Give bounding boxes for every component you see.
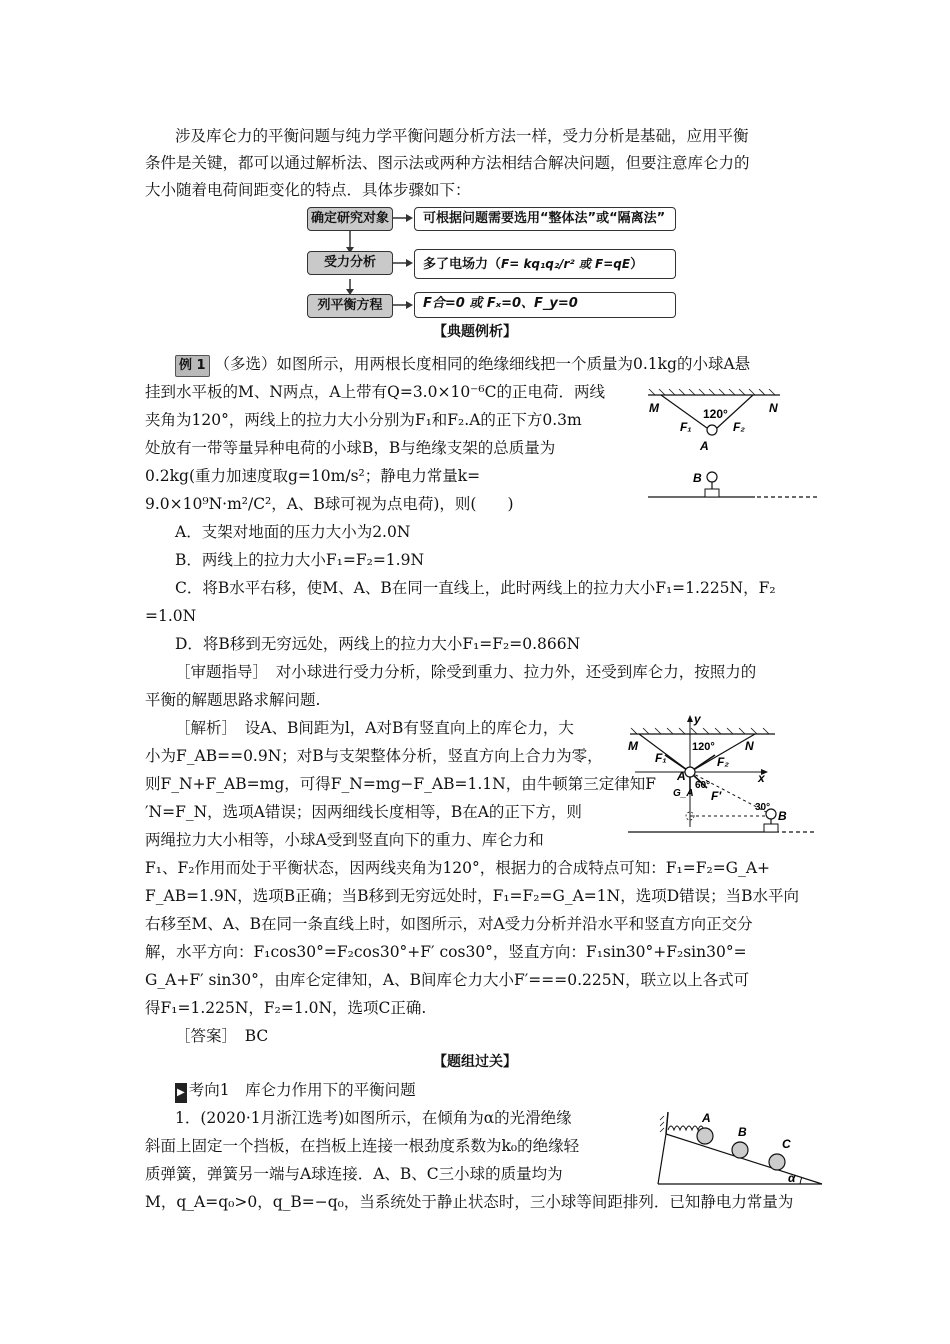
fig2-label-m: M — [628, 739, 638, 753]
analysis-line-2: 小为F_AB==0.9N；对B与支架整体分析，竖直方向上合力为零， — [145, 747, 603, 765]
option-c-line-2: =1.0N — [145, 607, 197, 625]
fig2-label-f1: F₁ — [655, 751, 667, 765]
fig2-label-ga: G_A — [673, 788, 694, 799]
analysis-line-8: 右移至M、A、B在同一条直线上时，如图所示，对A受力分析并沿水平和竖直方向正交分 — [145, 915, 753, 933]
figure-force-analysis — [625, 712, 815, 840]
analysis-line-7: F_AB=1.9N，选项B正确；当B移到无穷远处时，F₁=F₂=G_A=1N，选项D错误；当B水平向 — [145, 887, 800, 905]
fig3-label-alpha: α — [788, 1171, 796, 1185]
fig3-label-c: C — [782, 1137, 791, 1151]
flow-step-3: 列平衡方程 — [307, 294, 393, 318]
topic-label: 考向1 库仑力作用下的平衡问题 — [188, 1081, 416, 1099]
flow-note-2 — [414, 249, 676, 279]
analysis-line-3: 则F_N+F_AB=mg，可得F_N=mg−F_AB=1.1N，由牛顿第三定律知F — [145, 775, 656, 793]
q1-line-2: 斜面上固定一个挡板，在挡板上连接一根劲度系数为k₀的绝缘轻 — [145, 1137, 580, 1155]
q1-line-4: M，q_A=q₀>0，q_B=−q₀，当系统处于静止状态时，三小球等间距排列．已知静电力常量为 — [145, 1193, 794, 1211]
analysis-line-10: G_A+F′ sin30°，由库仑定律知，A、B间库仑力大小F′===0.225N，联立以上各式可 — [145, 971, 750, 989]
option-a: A．支架对地面的压力大小为2.0N — [175, 523, 411, 541]
option-d: D．将B移到无穷远处，两线上的拉力大小F₁=F₂=0.866N — [175, 635, 581, 653]
fig2-label-b: B — [778, 809, 787, 823]
option-c-line-1: C．将B水平右移，使M、A、B在同一直线上，此时两线上的拉力大小F₁=1.225N，F₂ — [175, 579, 776, 597]
fig2-label-n: N — [745, 739, 754, 753]
fig2-label-f2: F₂ — [717, 755, 729, 769]
analysis-line-5: 两绳拉力大小相等，小球A受到竖直向下的重力、库仑力和 — [145, 831, 544, 849]
fig1-label-angle: 120° — [703, 407, 728, 421]
flow-step-1: 确定研究对象 — [307, 207, 393, 231]
fig2-label-x: x — [758, 771, 765, 785]
heading-group: 【题组过关】 — [433, 1054, 517, 1070]
flow-note-2-formula: F= kq₁q₂/r² 或 F=qE — [501, 257, 631, 271]
flow-note-2-prefix: 多了电场力（ — [423, 257, 502, 272]
play-icon: ▶ — [175, 1083, 187, 1103]
analysis-line-1: ［解析］ 设A、B间距为l，A对B有竖直向上的库仑力，大 — [175, 719, 574, 737]
answer: ［答案］ BC — [175, 1027, 269, 1045]
fig1-label-a: A — [700, 439, 709, 453]
q1-line-1: 1．(2020·1月浙江选考)如图所示，在倾角为α的光滑绝缘 — [175, 1109, 572, 1127]
fig1-label-f2: F₂ — [733, 420, 745, 434]
heading-example: 【典题例析】 — [433, 324, 517, 340]
flow-note-2-suffix: ） — [630, 257, 644, 272]
guide-line-2: 平衡的解题思路求解问题. — [145, 691, 321, 709]
guide-line-1: ［审题指导］ 对小球进行受力分析，除受到重力、拉力外，还受到库仑力，按照力的 — [175, 663, 757, 681]
fig3-label-a: A — [702, 1111, 711, 1125]
figure-incline — [650, 1100, 825, 1190]
example-line-4: 处放有一带等量异种电荷的小球B，B与绝缘支架的总质量为 — [145, 439, 556, 457]
fig2-label-60: 60° — [695, 780, 711, 791]
intro-line-2: 条件是关键，都可以通过解析法、图示法或两种方法相结合解决问题，但要注意库仑力的 — [145, 154, 750, 172]
analysis-line-11: 得F₁=1.225N，F₂=1.0N，选项C正确. — [145, 999, 427, 1017]
fig1-label-n: N — [769, 401, 778, 415]
intro-line-3: 大小随着电荷间距变化的特点．具体步骤如下： — [145, 181, 471, 199]
fig3-label-b: B — [738, 1125, 747, 1139]
q1-line-3: 质弹簧，弹簧另一端与A球连接．A、B、C三小球的质量均为 — [145, 1165, 563, 1183]
example-line-2: 挂到水平板的M、N两点，A上带有Q=3.0×10⁻⁶C的正电荷．两线 — [145, 383, 605, 401]
example-line-1 — [175, 354, 750, 377]
fig1-label-m: M — [649, 401, 659, 415]
example-line-6: 9.0×10⁹N·m²/C²，A、B球可视为点电荷)，则( ) — [145, 495, 514, 513]
flow-note-1: 可根据问题需要选用“整体法”或“隔离法” — [414, 207, 676, 231]
fig1-label-b: B — [693, 471, 702, 485]
option-b: B．两线上的拉力大小F₁=F₂=1.9N — [175, 551, 425, 569]
example-text-1: （多选）如图所示，用两根长度相同的绝缘细线把一个质量为0.1kg的小球A悬 — [214, 355, 751, 373]
fig2-label-fprime: F′ — [711, 789, 722, 803]
figure-suspended-ball — [645, 385, 820, 505]
fig1-label-f1: F₁ — [680, 420, 692, 434]
analysis-line-6: F₁、F₂作用而处于平衡状态，因两线夹角为120°，根据力的合成特点可知：F₁=F₂=G_A+ — [145, 859, 770, 877]
fig2-label-30: 30° — [755, 802, 771, 813]
flow-step-2: 受力分析 — [307, 251, 393, 275]
flow-note-3: F合=0 或 Fₓ=0、F_y=0 — [414, 292, 676, 318]
intro-line-1: 涉及库仑力的平衡问题与纯力学平衡问题分析方法一样，受力分析是基础，应用平衡 — [175, 127, 749, 145]
fig2-label-angle: 120° — [692, 741, 715, 753]
example-line-5: 0.2kg(重力加速度取g=10m/s²；静电力常量k= — [145, 467, 481, 485]
analysis-line-4: ′N=F_N，选项A错误；因两细线长度相等，B在A的正下方，则 — [145, 803, 582, 821]
topic-line — [175, 1080, 416, 1103]
analysis-line-9: 解，水平方向：F₁cos30°=F₂cos30°+F′ cos30°，竖直方向：F₁sin30°+F₂sin30°= — [145, 943, 747, 961]
example-tag: 例 1 — [175, 355, 210, 377]
fig2-label-a: A — [677, 769, 686, 783]
example-line-3: 夹角为120°，两线上的拉力大小分别为F₁和F₂.A的正下方0.3m — [145, 411, 582, 429]
fig2-label-y: y — [694, 712, 701, 726]
